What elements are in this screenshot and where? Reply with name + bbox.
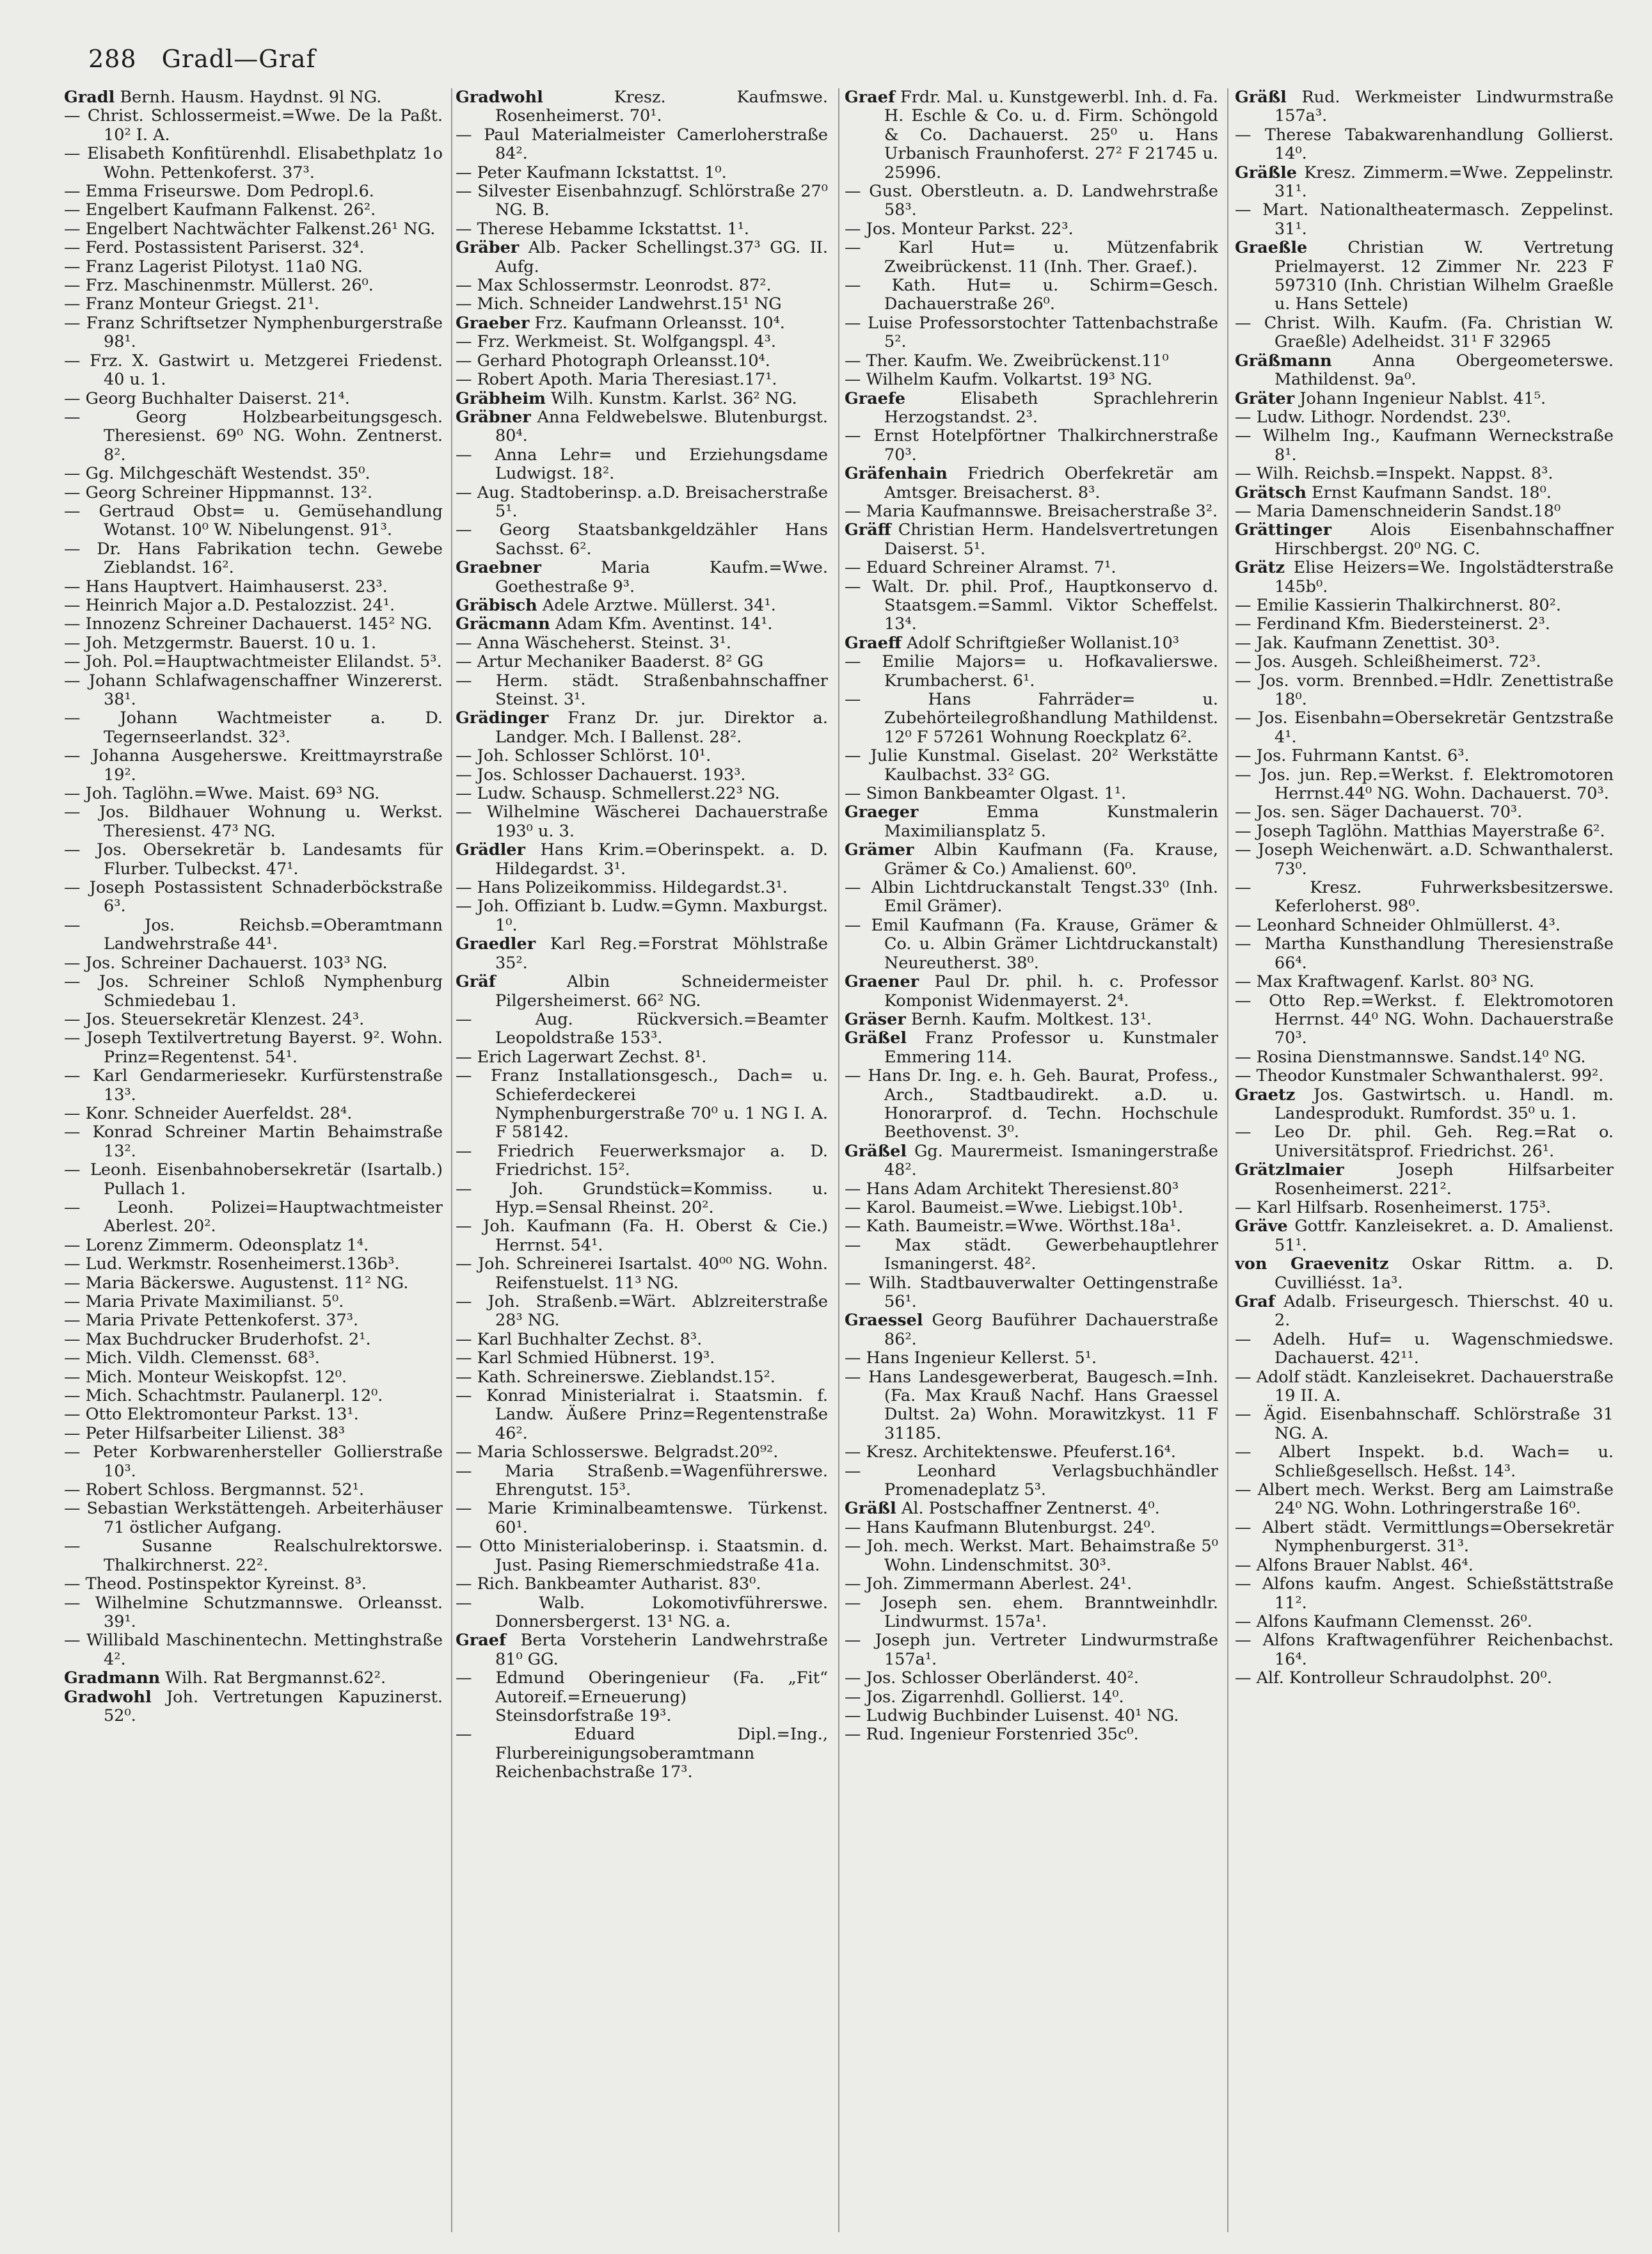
directory-entry: — Wilh. Reichsb.=Inspekt. Nappst. 8³.: [1235, 464, 1553, 484]
directory-entry: von Graevenitz Oskar Rittm. a. D. Cuvilliésst. 1a³.: [1235, 1254, 1614, 1293]
directory-entry: — Robert Schloss. Bergmannst. 52¹.: [64, 1480, 365, 1500]
directory-entry: — Joh. mech. Werkst. Mart. Behaimstraße 5⁰ Wohn. Lindenschmitst. 30³.: [845, 1537, 1218, 1575]
directory-entry: — Paul Materialmeister Camerloherstraße 84².: [456, 125, 828, 164]
directory-entry: — Christ. Wilh. Kaufm. (Fa. Christian W. Graeßle) Adelheidst. 31¹ F 32965: [1235, 313, 1614, 352]
directory-entry: Gräßel Gg. Maurermeist. Ismaningerstraße 48².: [845, 1141, 1218, 1180]
directory-entry: — Ludw. Schausp. Schmellerst.22³ NG.: [456, 784, 780, 804]
directory-entry: — Karl Gendarmeriesekr. Kurfürstenstraße 13³.: [64, 1066, 443, 1105]
directory-entry: — Albert Inspekt. b.d. Wach= u. Schließgesellsch. Heßst. 14³.: [1235, 1443, 1614, 1481]
directory-entry: — Joseph sen. ehem. Branntweinhdlr. Lindwurmst. 157a¹.: [845, 1593, 1218, 1631]
directory-entry: — Rich. Bankbeamter Autharist. 83⁰.: [456, 1574, 761, 1594]
directory-entry: — Franz Installationsgesch., Dach= u. Schieferdeckerei Nymphenburgerstraße 70⁰ u. 1 NG I. A. F 58142.: [456, 1066, 828, 1142]
directory-entry: — Emil Kaufmann (Fa. Krause, Grämer & Co. u. Albin Grämer Lichtdruckanstalt) Neureutherst. 38⁰.: [845, 915, 1218, 973]
directory-entry: — Otto Rep.=Werkst. f. Elektromotoren Herrnst. 44⁰ NG. Wohn. Dachauerstraße 70³.: [1235, 991, 1614, 1048]
directory-entry: — Robert Apoth. Maria Theresiast.17¹.: [456, 370, 777, 390]
directory-entry: — Johann Schlafwagenschaffner Winzererst. 38¹.: [64, 671, 443, 709]
directory-entry: — Theod. Postinspektor Kyreinst. 8³.: [64, 1574, 367, 1594]
directory-entry: — Wilhelmine Schutzmannswe. Orleansst. 39¹.: [64, 1593, 443, 1631]
directory-entry: — Joh. Metzgermstr. Bauerst. 10 u. 1.: [64, 633, 377, 653]
directory-entry: — Leonhard Verlagsbuchhändler Promenadeplatz 5³.: [845, 1461, 1218, 1500]
directory-entry: — Adolf städt. Kanzleisekret. Dachauerstraße 19 II. A.: [1235, 1367, 1614, 1406]
column-3: [845, 88, 1218, 2226]
directory-entry: — Marie Kriminalbeamtenswe. Türkenst. 60¹.: [456, 1499, 828, 1537]
directory-columns: [64, 88, 1614, 2226]
directory-entry: — Ägid. Eisenbahnschaff. Schlörstraße 31 NG. A.: [1235, 1405, 1614, 1443]
directory-entry: Gräfenhain Friedrich Oberfekretär am Amtsger. Breisacherst. 8³.: [845, 464, 1218, 502]
directory-entry: — Leonhard Schneider Ohlmüllerst. 4³.: [1235, 915, 1561, 935]
directory-entry: — Kath. Hut= u. Schirm=Gesch. Dachauerstraße 26⁰.: [845, 276, 1218, 314]
directory-entry: — Luise Professorstochter Tattenbachstraße 5².: [845, 313, 1218, 352]
directory-entry: — Alfons Kaufmann Clemensst. 26⁰.: [1235, 1611, 1532, 1631]
directory-entry: — Engelbert Kaufmann Falkenst. 26².: [64, 200, 376, 220]
directory-entry: — Peter Hilfsarbeiter Lilienst. 38³: [64, 1423, 345, 1443]
directory-entry: — Peter Korbwarenhersteller Gollierstraße 10³.: [64, 1443, 443, 1481]
directory-entry: — Joh. Offiziant b. Ludw.=Gymn. Maxburgst. 1⁰.: [456, 897, 828, 935]
page-number: 288: [88, 45, 137, 73]
directory-entry: — Joh. Schlosser Schlörst. 10¹.: [456, 746, 711, 766]
directory-entry: — Emilie Kassierin Thalkirchnerst. 80².: [1235, 595, 1561, 615]
directory-entry: — Silvester Eisenbahnzugf. Schlörstraße 27⁰ NG. B.: [456, 182, 828, 220]
directory-entry: — Wilhelm Ing., Kaufmann Werneckstraße 8¹.: [1235, 426, 1614, 465]
directory-entry: Gräff Christian Herm. Handelsvertretungen Daiserst. 5¹.: [845, 520, 1218, 559]
directory-entry: Graef Frdr. Mal. u. Kunstgewerbl. Inh. d. Fa. H. Eschle & Co. u. d. Firm. Schöngold & Co. Dachauerst. 25⁰ u. Hans Urbanisch Fraunhoferst. 27² F 21745 u. 25996.: [845, 88, 1218, 182]
directory-entry: — Albin Lichtdruckanstalt Tengst.33⁰ (Inh. Emil Grämer).: [845, 878, 1218, 916]
directory-entry: — Martha Kunsthandlung Theresienstraße 66⁴.: [1235, 934, 1614, 973]
directory-entry: Gräbisch Adele Arztwe. Müllerst. 34¹.: [456, 595, 776, 615]
directory-entry: Gräbheim Wilh. Kunstm. Karlst. 36² NG.: [456, 388, 797, 408]
directory-entry: Grätz Elise Heizers=We. Ingolstädterstraße 145b⁰.: [1235, 558, 1614, 596]
directory-entry: — Gust. Oberstleutn. a. D. Landwehrstraße 58³.: [845, 182, 1218, 220]
directory-entry: — Konr. Schneider Auerfeldst. 28⁴.: [64, 1103, 353, 1123]
directory-entry: — Christ. Schlossermeist.=Wwe. De la Paßt. 10² I. A.: [64, 106, 443, 145]
directory-entry: — Maria Schlosserswe. Belgradst.20⁹².: [456, 1443, 779, 1462]
directory-entry: — Gg. Milchgeschäft Westendst. 35⁰.: [64, 464, 370, 484]
directory-entry: Gräßl Al. Postschaffner Zentnerst. 4⁰.: [845, 1499, 1160, 1519]
directory-entry: — Franz Schriftsetzer Nymphenburgerstraße 98¹.: [64, 313, 443, 352]
directory-entry: — Albert mech. Werkst. Berg am Laimstraße 24⁰ NG. Wohn. Lothringerstraße 16⁰.: [1235, 1480, 1614, 1519]
directory-entry: Graf Adalb. Friseurgesch. Thierschst. 40 u. 2.: [1235, 1292, 1614, 1331]
directory-entry: — Karl Hut= u. Mützenfabrik Zweibrückenst. 11 (Inh. Ther. Graef.).: [845, 238, 1218, 276]
directory-entry: — Mich. Schneider Landwehrst.15¹ NG: [456, 294, 782, 314]
directory-entry: Gräßle Kresz. Zimmerm.=Wwe. Zeppelinstr. 31¹.: [1235, 163, 1614, 202]
directory-entry: — Mich. Monteur Weiskopfst. 12⁰.: [64, 1367, 347, 1387]
directory-entry: — Hans Adam Architekt Theresienst.80³: [845, 1179, 1179, 1199]
directory-entry: — Joseph Taglöhn. Matthias Mayerstraße 6².: [1235, 821, 1605, 841]
directory-entry: — Karl Hilfsarb. Rosenheimerst. 175³.: [1235, 1197, 1552, 1217]
directory-entry: Gräter Johann Ingenieur Nablst. 41⁵.: [1235, 388, 1546, 408]
directory-entry: Graeger Emma Kunstmalerin Maximiliansplatz 5.: [845, 803, 1218, 841]
directory-entry: — Anna Lehr= und Erziehungsdame Ludwigst. 18².: [456, 445, 828, 484]
directory-entry: — Konrad Ministerialrat i. Staatsmin. f. Landw. Äußere Prinz=Regentenstraße 46².: [456, 1386, 828, 1443]
directory-entry: Gräser Bernh. Kaufm. Moltkest. 13¹.: [845, 1009, 1152, 1029]
directory-entry: — Wilhelm Kaufm. Volkartst. 19³ NG.: [845, 370, 1153, 390]
directory-entry: — Lorenz Zimmerm. Odeonsplatz 1⁴.: [64, 1235, 369, 1255]
directory-entry: — Joseph Textilvertretung Bayerst. 9². Wohn. Prinz=Regentenst. 54¹.: [64, 1028, 443, 1067]
directory-entry: — Jos. Obersekretär b. Landesamts für Flurber. Tulbeckst. 47¹.: [64, 840, 443, 879]
directory-entry: Grämer Albin Kaufmann (Fa. Krause, Grämer & Co.) Amalienst. 60⁰.: [845, 840, 1218, 879]
directory-entry: — Maria Private Maximilianst. 5⁰.: [64, 1292, 344, 1311]
directory-entry: Graeßle Christian W. Vertretung Prielmayerst. 12 Zimmer Nr. 223 F 597310 (Inh. Christian Wilhelm Graeßle u. Hans Settele): [1235, 238, 1614, 314]
directory-entry: — Hans Kaufmann Blutenburgst. 24⁰.: [845, 1517, 1156, 1537]
directory-entry: — Wilhelmine Wäscherei Dachauerstraße 193⁰ u. 3.: [456, 803, 828, 841]
directory-entry: — Max Buchdrucker Bruderhofst. 2¹.: [64, 1329, 371, 1349]
directory-entry: Gräve Gottfr. Kanzleisekret. a. D. Amalienst. 51¹.: [1235, 1217, 1614, 1255]
directory-entry: — Frz. Maschinenmstr. Müllerst. 26⁰.: [64, 276, 374, 296]
directory-entry: — Hans Hauptvert. Haimhauserst. 23³.: [64, 577, 388, 596]
directory-entry: — Jos. Fuhrmann Kantst. 6³.: [1235, 746, 1470, 766]
directory-entry: — Eduard Dipl.=Ing., Flurbereinigungsoberamtmann Reichenbachstraße 17³.: [456, 1725, 828, 1782]
directory-entry: Grättinger Alois Eisenbahnschaffner Hirschbergst. 20⁰ NG. C.: [1235, 520, 1614, 559]
directory-entry: — Konrad Schreiner Martin Behaimstraße 13².: [64, 1123, 443, 1161]
directory-entry: — Therese Hebamme Ickstattst. 1¹.: [456, 219, 750, 239]
directory-entry: — Johanna Ausgeherswe. Kreittmayrstraße 19².: [64, 746, 443, 785]
directory-entry: Gräcmann Adam Kfm. Aventinst. 14¹.: [456, 614, 773, 634]
directory-entry: — Kath. Schreinerswe. Zieblandst.15².: [456, 1367, 775, 1387]
directory-entry: — Hans Landesgewerberat, Baugesch.=Inh. (Fa. Max Krauß Nachf. Hans Graessel Dultst. 2a) Wohn. Morawitzkyst. 11 F 31185.: [845, 1367, 1218, 1443]
directory-entry: — Ther. Kaufm. We. Zweibrückenst.11⁰: [845, 351, 1169, 371]
directory-entry: — Aug. Rückversich.=Beamter Leopoldstraße 153³.: [456, 1009, 828, 1048]
directory-entry: — Wilh. Stadtbauverwalter Oettingenstraße 56¹.: [845, 1273, 1218, 1311]
directory-entry: — Elisabeth Konfitürenhdl. Elisabethplatz 1o Wohn. Pettenkoferst. 37³.: [64, 144, 443, 182]
directory-entry: — Jos. Reichsb.=Oberamtmann Landwehrstraße 44¹.: [64, 915, 443, 954]
directory-entry: Grätzlmaier Joseph Hilfsarbeiter Rosenheimerst. 221².: [1235, 1160, 1614, 1199]
directory-entry: — Maria Kaufmannswe. Breisacherstraße 3².: [845, 501, 1218, 521]
directory-entry: — Ludwig Buchbinder Luisenst. 40¹ NG.: [845, 1706, 1179, 1725]
directory-entry: — Johann Wachtmeister a. D. Tegernseerlandst. 32³.: [64, 708, 443, 747]
directory-entry: — Albert städt. Vermittlungs=Obersekretär Nymphenburgerst. 31³.: [1235, 1517, 1614, 1556]
running-title: Gradl—Graf: [161, 45, 316, 73]
directory-entry: — Frz. Werkmeist. St. Wolfgangspl. 4³.: [456, 332, 776, 352]
directory-entry: — Julie Kunstmal. Giselast. 20² Werkstätte Kaulbachst. 33² GG.: [845, 746, 1218, 785]
directory-entry: — Jos. Eisenbahn=Obersekretär Gentzstraße 4¹.: [1235, 708, 1614, 747]
directory-entry: Graetz Jos. Gastwirtsch. u. Handl. m. Landesprodukt. Rumfordst. 35⁰ u. 1.: [1235, 1085, 1614, 1123]
directory-entry: — Maria Straßenb.=Wagenführerswe. Ehrengutst. 15³.: [456, 1461, 828, 1500]
directory-entry: — Franz Monteur Griegst. 21¹.: [64, 294, 320, 314]
directory-entry: — Leo Dr. phil. Geh. Reg.=Rat o. Universitätsprof. Friedrichst. 26¹.: [1235, 1123, 1614, 1161]
directory-entry: — Jak. Kaufmann Zenettist. 30³.: [1235, 633, 1500, 653]
directory-entry: Gräßel Franz Professor u. Kunstmaler Emmering 114.: [845, 1028, 1218, 1067]
directory-entry: Graessel Georg Bauführer Dachauerstraße 86².: [845, 1311, 1218, 1349]
directory-entry: — Joh. Pol.=Hauptwachtmeister Elilandst. 5³.: [64, 652, 442, 672]
directory-entry: Gradwohl Joh. Vertretungen Kapuzinerst. 52⁰.: [64, 1687, 443, 1725]
directory-entry: — Jos. Schreiner Schloß Nymphenburg Schmiedebau 1.: [64, 972, 443, 1011]
directory-entry: — Otto Elektromonteur Parkst. 13¹.: [64, 1405, 359, 1425]
directory-entry: — Jos. Ausgeh. Schleißheimerst. 72³.: [1235, 652, 1541, 672]
page-header: [88, 45, 316, 73]
directory-entry: Gradmann Wilh. Rat Bergmannst.62².: [64, 1668, 386, 1688]
directory-entry: — Walt. Dr. phil. Prof., Hauptkonservo d. Staatsgem.=Samml. Viktor Scheffelst. 13⁴.: [845, 577, 1218, 634]
directory-entry: — Emma Friseurswe. Dom Pedropl.6.: [64, 182, 374, 202]
directory-entry: — Jos. Schlosser Oberländerst. 40².: [845, 1668, 1139, 1688]
directory-entry: — Jos. vorm. Brennbed.=Hdlr. Zenettistraße 18⁰.: [1235, 671, 1614, 709]
directory-entry: — Mart. Nationaltheatermasch. Zeppelinst. 31¹.: [1235, 200, 1614, 239]
directory-entry: — Dr. Hans Fabrikation techn. Gewebe Zieblandst. 16².: [64, 539, 443, 578]
column-4: [1235, 88, 1614, 2226]
directory-entry: — Jos. Steuersekretär Klenzest. 24³.: [64, 1009, 365, 1029]
directory-entry: — Jos. Bildhauer Wohnung u. Werkst. Theresienst. 47³ NG.: [64, 803, 443, 841]
directory-entry: — Susanne Realschulrektorswe. Thalkirchnerst. 22².: [64, 1537, 443, 1575]
directory-entry: — Joseph Postassistent Schnaderböckstraße 6³.: [64, 878, 443, 916]
directory-entry: — Friedrich Feuerwerksmajor a. D. Friedrichst. 15².: [456, 1141, 828, 1180]
directory-entry: — Jos. Monteur Parkst. 22³.: [845, 219, 1074, 239]
directory-entry: — Hans Dr. Ing. e. h. Geh. Baurat, Profess., Arch., Stadtbaudirekt. a.D. u. Honorarprof. d. Techn. Hochschule Beethovenst. 3⁰.: [845, 1066, 1218, 1142]
directory-entry: Grädler Hans Krim.=Oberinspekt. a. D. Hildegardst. 3¹.: [456, 840, 828, 879]
directory-entry: — Engelbert Nachtwächter Falkenst.26¹ NG.: [64, 219, 436, 239]
directory-entry: — Gerhard Photograph Orleansst.10⁴.: [456, 351, 770, 371]
directory-entry: Gradl Bernh. Hausm. Haydnst. 9l NG.: [64, 88, 382, 107]
directory-entry: — Emilie Majors= u. Hofkavalierswe. Krumbacherst. 6¹.: [845, 652, 1218, 691]
directory-entry: Grätsch Ernst Kaufmann Sandst. 18⁰.: [1235, 483, 1552, 502]
column-1: [64, 88, 443, 2226]
directory-entry: Graeff Adolf Schriftgießer Wollanist.10³: [845, 633, 1180, 653]
directory-entry: — Jos. sen. Säger Dachauerst. 70³.: [1235, 803, 1523, 822]
directory-entry: — Georg Staatsbankgeldzähler Hans Sachsst. 6².: [456, 520, 828, 559]
directory-entry: — Hans Ingenieur Kellerst. 5¹.: [845, 1348, 1097, 1368]
directory-entry: — Walb. Lokomotivführerswe. Donnersbergerst. 13¹ NG. a.: [456, 1593, 828, 1631]
directory-entry: Gräbner Anna Feldwebelswe. Blutenburgst. 80⁴.: [456, 407, 828, 446]
directory-entry: — Karol. Baumeist.=Wwe. Liebigst.10b¹.: [845, 1197, 1184, 1217]
directory-entry: — Hans Polizeikommiss. Hildegardst.3¹.: [456, 878, 788, 898]
directory-entry: — Ernst Hotelpförtner Thalkirchnerstraße 70³.: [845, 426, 1218, 465]
directory-entry: Gradwohl Kresz. Kaufmswe. Rosenheimerst. 70¹.: [456, 88, 828, 126]
directory-entry: — Joh. Grundstück=Kommiss. u. Hyp.=Sensal Rheinst. 20².: [456, 1179, 828, 1217]
directory-entry: — Edmund Oberingenieur (Fa. „Fit“ Autoreif.=Erneuerung) Steinsdorfstraße 19³.: [456, 1668, 828, 1725]
directory-entry: — Jos. jun. Rep.=Werkst. f. Elektromotoren Herrnst.44⁰ NG. Wohn. Dachauerst. 70³.: [1235, 765, 1614, 804]
directory-entry: — Hans Fahrräder= u. Zubehörteilegroßhandlung Mathildenst. 12⁰ F 57261 Wohnung Roeckplatz 6².: [845, 690, 1218, 747]
directory-entry: — Therese Tabakwarenhandlung Gollierst. 14⁰.: [1235, 125, 1614, 164]
directory-entry: Graefe Elisabeth Sprachlehrerin Herzogstandst. 2³.: [845, 388, 1218, 427]
directory-entry: — Ludw. Lithogr. Nordendst. 23⁰.: [1235, 407, 1511, 427]
directory-entry: Gräßmann Anna Obergeometerswe. Mathildenst. 9a⁰.: [1235, 351, 1614, 390]
directory-entry: — Kresz. Architektenswe. Pfeuferst.16⁴.: [845, 1443, 1176, 1462]
directory-entry: — Frz. X. Gastwirt u. Metzgerei Friedenst. 40 u. 1.: [64, 351, 443, 390]
directory-entry: — Erich Lagerwart Zechst. 8¹.: [456, 1047, 707, 1067]
directory-entry: — Maria Bäckerswe. Augustenst. 11² NG.: [64, 1273, 409, 1293]
directory-entry: — Franz Lagerist Pilotyst. 11a0 NG.: [64, 257, 363, 276]
directory-entry: — Herm. städt. Straßenbahnschaffner Steinst. 3¹.: [456, 671, 828, 709]
directory-entry: — Leonh. Eisenbahnobersekretär (Isartalb.) Pullach 1.: [64, 1160, 443, 1199]
directory-entry: Graedler Karl Reg.=Forstrat Möhlstraße 35².: [456, 934, 828, 973]
directory-entry: — Innozenz Schreiner Dachauerst. 145² NG.: [64, 614, 433, 634]
directory-entry: — Jos. Schreiner Dachauerst. 103³ NG.: [64, 953, 388, 973]
directory-entry: — Aug. Stadtoberinsp. a.D. Breisacherstraße 5¹.: [456, 483, 828, 521]
directory-entry: Graebner Maria Kaufm.=Wwe. Goethestraße 9³.: [456, 558, 828, 596]
directory-entry: — Leonh. Polizei=Hauptwachtmeister Aberlest. 20².: [64, 1197, 443, 1236]
directory-entry: — Joh. Zimmermann Aberlest. 24¹.: [845, 1574, 1132, 1594]
directory-entry: — Maria Private Pettenkoferst. 37³.: [64, 1311, 359, 1331]
directory-entry: Graener Paul Dr. phil. h. c. Professor Komponist Widenmayerst. 2⁴.: [845, 972, 1218, 1011]
directory-entry: — Joseph jun. Vertreter Lindwurmstraße 157a¹.: [845, 1631, 1218, 1669]
directory-entry: — Theodor Kunstmaler Schwanthalerst. 99².: [1235, 1066, 1604, 1086]
directory-entry: Graef Berta Vorsteherin Landwehrstraße 81⁰ GG.: [456, 1631, 828, 1669]
directory-entry: — Georg Schreiner Hippmannst. 13².: [64, 483, 373, 502]
directory-entry: — Georg Buchhalter Daiserst. 21⁴.: [64, 388, 350, 408]
directory-entry: — Kresz. Fuhrwerksbesitzerswe. Keferloherst. 98⁰.: [1235, 878, 1614, 916]
directory-entry: — Max Kraftwagenf. Karlst. 80³ NG.: [1235, 972, 1534, 992]
directory-entry: Graeber Frz. Kaufmann Orleansst. 10⁴.: [456, 313, 785, 333]
directory-entry: — Alf. Kontrolleur Schraudolphst. 20⁰.: [1235, 1668, 1552, 1688]
directory-entry: — Willibald Maschinentechn. Mettinghstraße 4².: [64, 1631, 443, 1669]
directory-entry: — Anna Wäscheherst. Steinst. 3¹.: [456, 633, 731, 653]
directory-entry: — Sebastian Werkstättengeh. Arbeiterhäuser 71 östlicher Aufgang.: [64, 1499, 443, 1537]
directory-entry: — Artur Mechaniker Baaderst. 8² GG: [456, 652, 764, 672]
directory-entry: — Peter Kaufmann Ickstattst. 1⁰.: [456, 163, 727, 182]
directory-entry: — Karl Schmied Hübnerst. 19³.: [456, 1348, 715, 1368]
directory-entry: — Joh. Schreinerei Isartalst. 40⁰⁰ NG. Wohn. Reifenstuelst. 11³ NG.: [456, 1254, 828, 1293]
directory-entry: — Ferdinand Kfm. Biedersteinerst. 2³.: [1235, 614, 1550, 634]
directory-entry: — Max städt. Gewerbehauptlehrer Ismaningerst. 48².: [845, 1235, 1218, 1274]
directory-entry: — Simon Bankbeamter Olgast. 1¹.: [845, 784, 1127, 804]
directory-entry: — Alfons Kraftwagenführer Reichenbachst. 16⁴.: [1235, 1631, 1614, 1669]
directory-entry: — Gertraud Obst= u. Gemüsehandlung Wotanst. 10⁰ W. Nibelungenst. 91³.: [64, 501, 443, 540]
directory-entry: Gräf Albin Schneidermeister Pilgersheimerst. 66² NG.: [456, 972, 828, 1011]
directory-entry: — Alfons Brauer Nablst. 46⁴.: [1235, 1555, 1473, 1575]
directory-entry: — Jos. Schlosser Dachauerst. 193³.: [456, 765, 746, 785]
directory-entry: — Ferd. Postassistent Pariserst. 32⁴.: [64, 238, 365, 258]
directory-entry: Gräßl Rud. Werkmeister Lindwurmstraße 157a³.: [1235, 88, 1614, 126]
directory-entry: — Mich. Vildh. Clemensst. 68³.: [64, 1348, 320, 1368]
directory-entry: — Karl Buchhalter Zechst. 8³.: [456, 1329, 703, 1349]
directory-entry: — Rud. Ingenieur Forstenried 35c⁰.: [845, 1725, 1139, 1745]
directory-entry: — Max Schlossermstr. Leonrodst. 87².: [456, 276, 772, 296]
directory-entry: — Mich. Schachtmstr. Paulanerpl. 12⁰.: [64, 1386, 383, 1406]
directory-entry: — Otto Ministerialoberinsp. i. Staatsmin. d. Just. Pasing Riemerschmiedstraße 41a.: [456, 1537, 828, 1575]
directory-entry: — Adelh. Huf= u. Wagenschmiedswe. Dachauerst. 42¹¹.: [1235, 1329, 1614, 1368]
directory-entry: — Joseph Weichenwärt. a.D. Schwanthalerst. 73⁰.: [1235, 840, 1614, 879]
directory-entry: — Kath. Baumeistr.=Wwe. Wörthst.18a¹.: [845, 1217, 1182, 1236]
directory-entry: — Jos. Zigarrenhdl. Gollierst. 14⁰.: [845, 1687, 1124, 1707]
directory-entry: — Heinrich Major a.D. Pestalozzist. 24¹.: [64, 595, 395, 615]
directory-entry: — Joh. Kaufmann (Fa. H. Oberst & Cie.) Herrnst. 54¹.: [456, 1217, 828, 1255]
directory-entry: Gräber Alb. Packer Schellingst.37³ GG. II. Aufg.: [456, 238, 828, 276]
directory-entry: — Maria Damenschneiderin Sandst.18⁰: [1235, 501, 1561, 521]
directory-entry: — Eduard Schreiner Alramst. 7¹.: [845, 558, 1116, 578]
directory-entry: Grädinger Franz Dr. jur. Direktor a. Landger. Mch. I Ballenst. 28².: [456, 708, 828, 747]
directory-entry: — Joh. Straßenb.=Wärt. Ablzreiterstraße 28³ NG.: [456, 1292, 828, 1331]
column-2: [456, 88, 828, 2226]
directory-entry: — Rosina Dienstmannswe. Sandst.14⁰ NG.: [1235, 1047, 1586, 1067]
directory-entry: — Lud. Werkmstr. Rosenheimerst.136b³.: [64, 1254, 400, 1274]
directory-entry: — Alfons kaufm. Angest. Schießstättstraße 11².: [1235, 1574, 1614, 1613]
directory-entry: — Joh. Taglöhn.=Wwe. Maist. 69³ NG.: [64, 784, 380, 804]
directory-entry: — Georg Holzbearbeitungsgesch. Theresienst. 69⁰ NG. Wohn. Zentnerst. 8².: [64, 407, 443, 465]
